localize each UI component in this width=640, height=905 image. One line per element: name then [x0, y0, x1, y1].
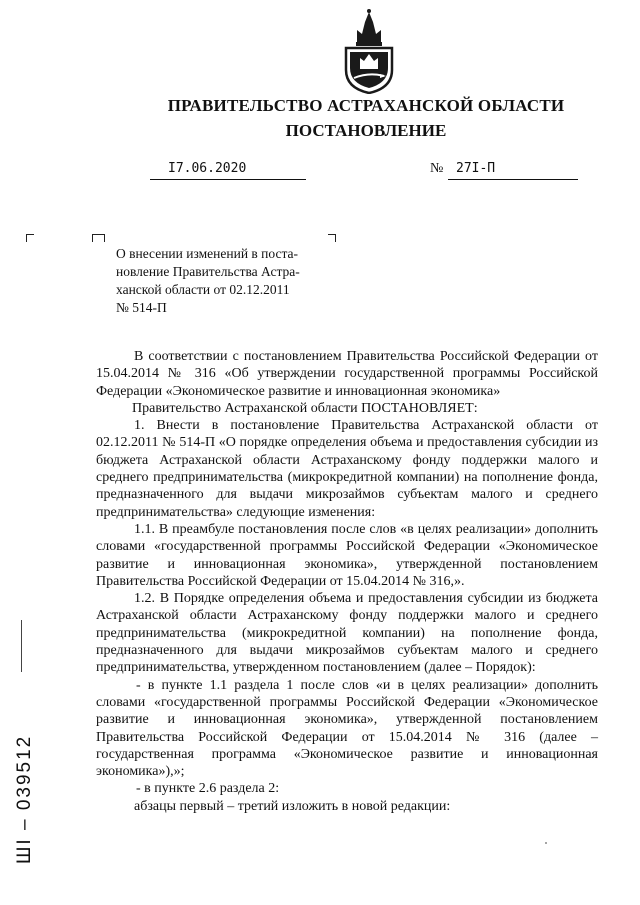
body-paragraph: - в пункте 1.1 раздела 1 после слов «и в целях реализации» дополнить словами «государственной программы Российской Федерации «Экономическое развитие и инновационная экономика», утвержденной постановлением Правительства Российской Федерации от 15.04.2014 № 316 (далее – государственная программа «Экономическое развитие и инновационная экономика»),»;	[96, 677, 598, 780]
subject-line: О внесении изменений в поста-	[116, 246, 299, 261]
body-paragraph: - в пункте 2.6 раздела 2:	[136, 781, 280, 797]
decree-body	[96, 348, 598, 815]
corner-mark	[26, 234, 34, 242]
margin-line	[21, 620, 22, 672]
decree-number-field	[430, 161, 580, 179]
subject-line: ханской области от 02.12.2011	[116, 282, 290, 297]
subject-line: новление Правительства Астра-	[116, 264, 300, 279]
subject-line: № 514-П	[116, 300, 167, 315]
body-paragraph: абзацы первый – третий изложить в новой редакции:	[134, 798, 451, 814]
decree-number: 27I-П	[456, 161, 496, 176]
corner-mark	[99, 234, 105, 242]
decree-date: I7.06.2020	[168, 161, 247, 176]
corner-mark	[328, 234, 336, 242]
coat-of-arms-icon	[340, 8, 398, 94]
body-paragraph: Правительство Астраханской области ПОСТАНОВЛЯЕТ:	[132, 400, 478, 416]
form-serial-number	[2, 700, 38, 870]
number-sign: №	[430, 161, 444, 176]
decree-subject	[116, 245, 337, 317]
serial-number-text: ШI – 039512	[14, 734, 35, 864]
body-paragraph: 1.1. В преамбуле постановления после слов «в целях реализации» дополнить словами «государственной программы Российской Федерации «Экономическое развитие и инновационная экономика», утвержденной постановлением Правительства Российской Федерации от 15.04.2014 № 316,».	[96, 521, 598, 589]
decree-date-field	[150, 161, 306, 180]
body-paragraph: 1. Внести в постановление Правительства Астраханской области от 02.12.2011 № 514-П «О порядке определения объема и предоставления субсидии из бюджета Астраханской области Астраханскому фонду поддержки малого и среднего предпринимательства (микрокредитной компании) на пополнение фонда, предназначенного для выдачи микрозаймов субъектам малого и среднего предпринимательства» следующие изменения:	[96, 418, 598, 520]
body-paragraph: 1.2. В Порядке определения объема и предоставления субсидии из бюджета Астраханской области Астраханскому фонду поддержки малого и среднего предпринимательства (микрокредитной компании) на пополнение фонда, предназначенного для выдачи микрозаймов субъектам малого и среднего предпринимательства, утвержденном постановлением (далее – Порядок):	[96, 591, 598, 676]
scan-speck	[545, 842, 547, 844]
government-title: ПРАВИТЕЛЬСТВО АСТРАХАНСКОЙ ОБЛАСТИ	[167, 96, 565, 115]
decree-number-line	[448, 161, 578, 180]
body-paragraph: В соответствии с постановлением Правительства Российской Федерации от 15.04.2014 № 316 «Об утверждении государственной программы Российской Федерации «Экономическое развитие и инновационная экономика»	[96, 349, 598, 399]
document-type: ПОСТАНОВЛЕНИЕ	[285, 121, 447, 140]
